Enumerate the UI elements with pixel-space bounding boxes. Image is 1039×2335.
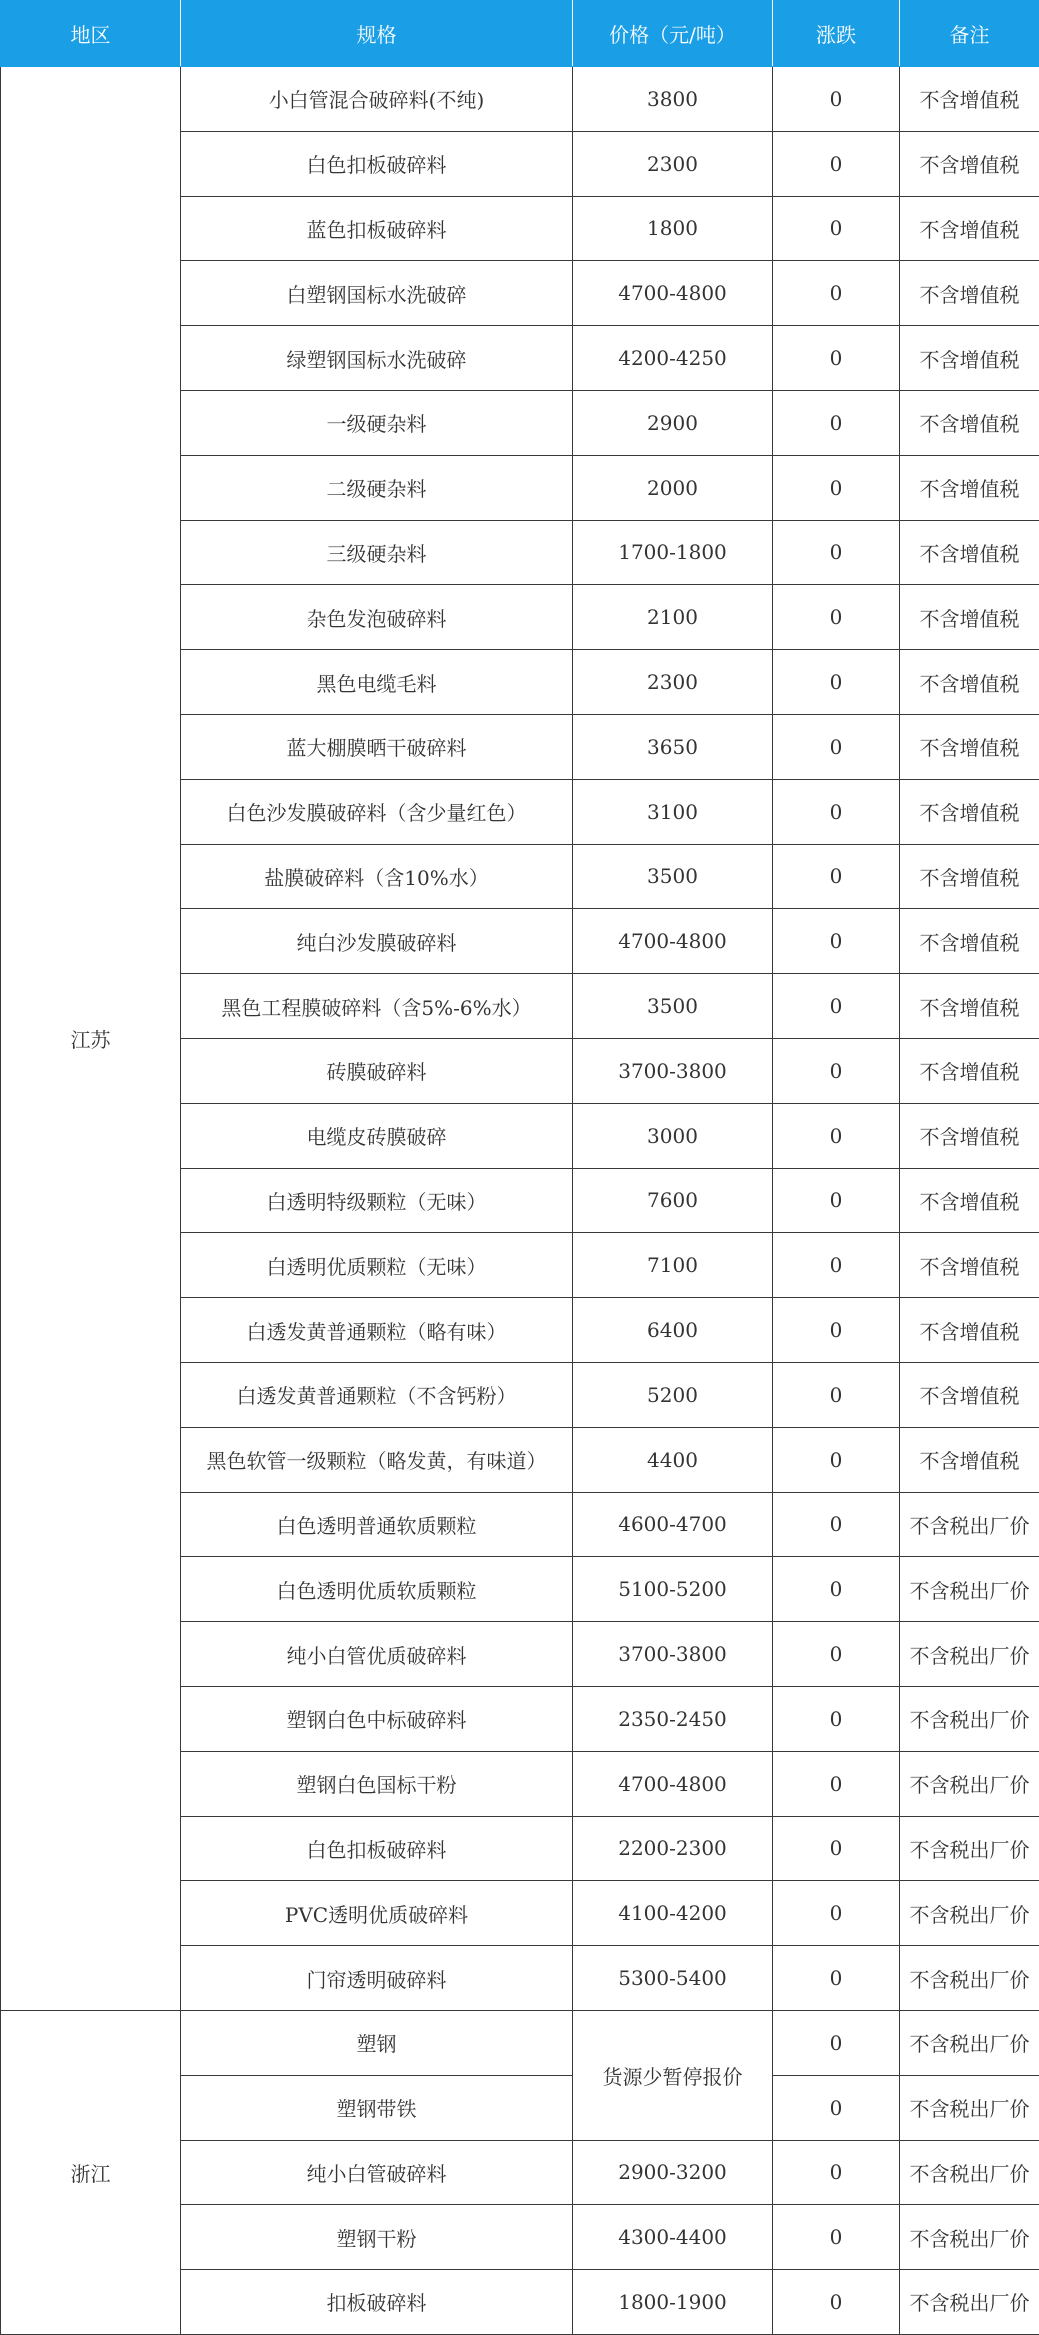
- region-cell-jiangsu: 江苏: [1, 67, 181, 2011]
- spec-cell: 白透发黄普通颗粒（略有味）: [181, 1298, 573, 1363]
- spec-cell: 一级硬杂料: [181, 390, 573, 455]
- note-cell: 不含税出厂价: [900, 1751, 1039, 1816]
- price-cell: 2900-3200: [573, 2140, 773, 2205]
- spec-cell: 纯小白管优质破碎料: [181, 1622, 573, 1687]
- change-cell: 0: [773, 2270, 900, 2335]
- change-cell: 0: [773, 1298, 900, 1363]
- note-cell: 不含增值税: [900, 261, 1039, 326]
- spec-cell: PVC透明优质破碎料: [181, 1881, 573, 1946]
- change-cell: 0: [773, 1622, 900, 1687]
- spec-cell: 塑钢白色中标破碎料: [181, 1686, 573, 1751]
- note-cell: 不含增值税: [900, 1362, 1039, 1427]
- price-cell: 4700-4800: [573, 1751, 773, 1816]
- price-cell: 4100-4200: [573, 1881, 773, 1946]
- price-cell: 3500: [573, 844, 773, 909]
- spec-cell: 白透发黄普通颗粒（不含钙粉）: [181, 1362, 573, 1427]
- change-cell: 0: [773, 585, 900, 650]
- spec-cell: 二级硬杂料: [181, 455, 573, 520]
- spec-cell: 杂色发泡破碎料: [181, 585, 573, 650]
- spec-cell: 三级硬杂料: [181, 520, 573, 585]
- spec-cell: 白透明优质颗粒（无味）: [181, 1233, 573, 1298]
- note-cell: 不含增值税: [900, 67, 1039, 132]
- price-cell: 2100: [573, 585, 773, 650]
- spec-cell: 塑钢干粉: [181, 2205, 573, 2270]
- spec-cell: 蓝色扣板破碎料: [181, 196, 573, 261]
- note-cell: 不含税出厂价: [900, 2075, 1039, 2140]
- spec-cell: 盐膜破碎料（含10%水）: [181, 844, 573, 909]
- change-cell: 0: [773, 455, 900, 520]
- spec-cell: 白塑钢国标水洗破碎: [181, 261, 573, 326]
- note-cell: 不含税出厂价: [900, 2140, 1039, 2205]
- change-cell: 0: [773, 1492, 900, 1557]
- note-cell: 不含税出厂价: [900, 2205, 1039, 2270]
- price-cell: 5300-5400: [573, 1946, 773, 2011]
- note-cell: 不含增值税: [900, 844, 1039, 909]
- note-cell: 不含增值税: [900, 326, 1039, 391]
- spec-cell: 白透明特级颗粒（无味）: [181, 1168, 573, 1233]
- note-cell: 不含税出厂价: [900, 1816, 1039, 1881]
- price-cell: 1700-1800: [573, 520, 773, 585]
- price-cell: 4300-4400: [573, 2205, 773, 2270]
- spec-cell: 门帘透明破碎料: [181, 1946, 573, 2011]
- change-cell: 0: [773, 714, 900, 779]
- price-cell: 4700-4800: [573, 909, 773, 974]
- spec-cell: 绿塑钢国标水洗破碎: [181, 326, 573, 391]
- spec-cell: 白色沙发膜破碎料（含少量红色）: [181, 779, 573, 844]
- header-note: 备注: [900, 1, 1039, 67]
- change-cell: 0: [773, 131, 900, 196]
- spec-cell: 纯小白管破碎料: [181, 2140, 573, 2205]
- table-header: [1, 1, 1039, 67]
- spec-cell: 黑色工程膜破碎料（含5%-6%水）: [181, 974, 573, 1039]
- price-cell: 5200: [573, 1362, 773, 1427]
- spec-cell: 白色透明优质软质颗粒: [181, 1557, 573, 1622]
- change-cell: 0: [773, 1946, 900, 2011]
- spec-cell: 纯白沙发膜破碎料: [181, 909, 573, 974]
- spec-cell: 塑钢带铁: [181, 2075, 573, 2140]
- change-cell: 0: [773, 1881, 900, 1946]
- change-cell: 0: [773, 1233, 900, 1298]
- spec-cell: 小白管混合破碎料(不纯): [181, 67, 573, 132]
- change-cell: 0: [773, 1557, 900, 1622]
- change-cell: 0: [773, 2075, 900, 2140]
- change-cell: 0: [773, 844, 900, 909]
- note-cell: 不含税出厂价: [900, 2010, 1039, 2075]
- price-cell: 2350-2450: [573, 1686, 773, 1751]
- spec-cell: 黑色软管一级颗粒（略发黄，有味道）: [181, 1427, 573, 1492]
- note-cell: 不含增值税: [900, 455, 1039, 520]
- price-cell: 1800: [573, 196, 773, 261]
- note-cell: 不含增值税: [900, 520, 1039, 585]
- note-cell: 不含增值税: [900, 650, 1039, 715]
- spec-cell: 白色透明普通软质颗粒: [181, 1492, 573, 1557]
- change-cell: 0: [773, 1362, 900, 1427]
- spec-cell: 电缆皮砖膜破碎: [181, 1103, 573, 1168]
- note-cell: 不含税出厂价: [900, 1557, 1039, 1622]
- note-cell: 不含税出厂价: [900, 2270, 1039, 2335]
- price-cell: 3100: [573, 779, 773, 844]
- change-cell: 0: [773, 1751, 900, 1816]
- spec-cell: 白色扣板破碎料: [181, 1816, 573, 1881]
- table-row: [1, 67, 1039, 132]
- change-cell: 0: [773, 2140, 900, 2205]
- region-cell-zhejiang: 浙江: [1, 2010, 181, 2334]
- price-cell: 2300: [573, 650, 773, 715]
- change-cell: 0: [773, 261, 900, 326]
- price-cell-merged: 货源少暂停报价: [573, 2010, 773, 2140]
- price-cell: 4400: [573, 1427, 773, 1492]
- table-body: [1, 67, 1039, 2335]
- note-cell: 不含税出厂价: [900, 1492, 1039, 1557]
- price-cell: 5100-5200: [573, 1557, 773, 1622]
- price-cell: 1800-1900: [573, 2270, 773, 2335]
- change-cell: 0: [773, 779, 900, 844]
- note-cell: 不含税出厂价: [900, 1622, 1039, 1687]
- spec-cell: 砖膜破碎料: [181, 1038, 573, 1103]
- price-cell: 3000: [573, 1103, 773, 1168]
- change-cell: 0: [773, 974, 900, 1039]
- price-cell: 2900: [573, 390, 773, 455]
- note-cell: 不含增值税: [900, 1038, 1039, 1103]
- change-cell: 0: [773, 909, 900, 974]
- note-cell: 不含增值税: [900, 714, 1039, 779]
- note-cell: 不含增值税: [900, 779, 1039, 844]
- note-cell: 不含增值税: [900, 1233, 1039, 1298]
- note-cell: 不含增值税: [900, 1168, 1039, 1233]
- note-cell: 不含增值税: [900, 196, 1039, 261]
- spec-cell: 塑钢白色国标干粉: [181, 1751, 573, 1816]
- change-cell: 0: [773, 1103, 900, 1168]
- change-cell: 0: [773, 1168, 900, 1233]
- table-row: [1, 2010, 1039, 2075]
- header-price: 价格（元/吨）: [573, 1, 773, 67]
- spec-cell: 扣板破碎料: [181, 2270, 573, 2335]
- change-cell: 0: [773, 520, 900, 585]
- note-cell: 不含增值税: [900, 909, 1039, 974]
- change-cell: 0: [773, 1038, 900, 1103]
- price-cell: 2300: [573, 131, 773, 196]
- price-cell: 6400: [573, 1298, 773, 1363]
- header-change: 涨跌: [773, 1, 900, 67]
- note-cell: 不含增值税: [900, 585, 1039, 650]
- note-cell: 不含增值税: [900, 390, 1039, 455]
- note-cell: 不含增值税: [900, 974, 1039, 1039]
- change-cell: 0: [773, 326, 900, 391]
- note-cell: 不含税出厂价: [900, 1881, 1039, 1946]
- spec-cell: 黑色电缆毛料: [181, 650, 573, 715]
- change-cell: 0: [773, 196, 900, 261]
- price-cell: 3700-3800: [573, 1038, 773, 1103]
- note-cell: 不含税出厂价: [900, 1686, 1039, 1751]
- note-cell: 不含增值税: [900, 1298, 1039, 1363]
- header-spec: 规格: [181, 1, 573, 67]
- price-cell: 7600: [573, 1168, 773, 1233]
- header-region: 地区: [1, 1, 181, 67]
- change-cell: 0: [773, 1686, 900, 1751]
- price-cell: 4600-4700: [573, 1492, 773, 1557]
- price-cell: 3800: [573, 67, 773, 132]
- price-cell: 4200-4250: [573, 326, 773, 391]
- price-cell: 3500: [573, 974, 773, 1039]
- note-cell: 不含税出厂价: [900, 1946, 1039, 2011]
- price-cell: 2200-2300: [573, 1816, 773, 1881]
- price-cell: 3700-3800: [573, 1622, 773, 1687]
- change-cell: 0: [773, 2205, 900, 2270]
- spec-cell: 蓝大棚膜晒干破碎料: [181, 714, 573, 779]
- price-cell: 2000: [573, 455, 773, 520]
- change-cell: 0: [773, 1816, 900, 1881]
- change-cell: 0: [773, 390, 900, 455]
- price-cell: 4700-4800: [573, 261, 773, 326]
- header-row: [1, 1, 1039, 67]
- change-cell: 0: [773, 650, 900, 715]
- note-cell: 不含增值税: [900, 131, 1039, 196]
- change-cell: 0: [773, 2010, 900, 2075]
- change-cell: 0: [773, 1427, 900, 1492]
- note-cell: 不含增值税: [900, 1427, 1039, 1492]
- change-cell: 0: [773, 67, 900, 132]
- spec-cell: 塑钢: [181, 2010, 573, 2075]
- note-cell: 不含增值税: [900, 1103, 1039, 1168]
- price-cell: 7100: [573, 1233, 773, 1298]
- spec-cell: 白色扣板破碎料: [181, 131, 573, 196]
- price-cell: 3650: [573, 714, 773, 779]
